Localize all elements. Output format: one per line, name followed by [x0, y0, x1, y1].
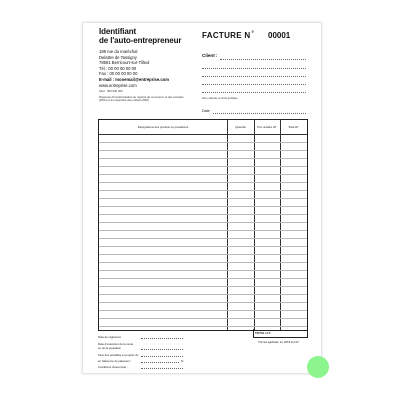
- total-label: TOTAL H.T.: [255, 331, 271, 335]
- table-row: [99, 150, 307, 151]
- invoice-title: FACTURE N°: [202, 31, 255, 40]
- header-designation: Désignations des produits ou prestations: [137, 125, 189, 129]
- table-row: [99, 262, 307, 263]
- siret: Siret : 000 000 000: [99, 89, 123, 93]
- header-quantity: Quantité: [235, 125, 246, 129]
- items-table: [98, 119, 308, 331]
- execution-date-label-2: ou de la prestation: [98, 346, 122, 350]
- table-row: [99, 286, 307, 287]
- address-line-3: 78591 Berricourt-sur-Tilleul: [99, 60, 150, 66]
- penalty-label-2: en l'absence de paiement :: [98, 359, 132, 363]
- table-row: [99, 246, 307, 247]
- client-line-3: [202, 76, 306, 77]
- table-row: [99, 326, 307, 327]
- table-row: [99, 318, 307, 319]
- client-line-4: [202, 84, 306, 85]
- client-line-5: [202, 92, 306, 93]
- table-row: [99, 270, 307, 271]
- table-row: [99, 254, 307, 255]
- client-line-2: [202, 68, 306, 69]
- company-fax: Fax : 00 00 00 00 00: [99, 71, 138, 77]
- percent-sign: %: [181, 359, 184, 363]
- green-dot: [307, 356, 329, 378]
- penalty-label-1: Taux des pénalités à compter du: [98, 353, 139, 357]
- table-row: [99, 198, 307, 199]
- company-web: www.entreprise.com: [99, 82, 137, 88]
- client-line-1: [220, 59, 306, 60]
- client-label: Client :: [202, 53, 218, 58]
- table-row: [99, 166, 307, 167]
- discount-label: Conditions d'escompte :: [98, 365, 128, 369]
- table-row: [99, 174, 307, 175]
- date-line: [213, 113, 306, 114]
- table-row: [99, 278, 307, 279]
- header-total: Total HT: [288, 125, 299, 129]
- table-row: [99, 206, 307, 207]
- company-contact: [99, 49, 169, 88]
- table-row: [99, 214, 307, 215]
- date-label: Date: [202, 109, 210, 113]
- table-row: [99, 222, 307, 223]
- table-row: [99, 190, 307, 191]
- company-email: E-mail : monemail@entreprise.com: [99, 76, 169, 82]
- address-line-2: Delattre de Tassigny: [99, 54, 137, 60]
- table-row: [99, 158, 307, 159]
- company-name: Identifiant de l'auto-entrepreneur: [99, 27, 182, 45]
- invoice-number: 00001: [268, 31, 291, 40]
- table-row: [99, 294, 307, 295]
- tva-note: TVA non applicable, art. 293 B du CGI: [258, 341, 299, 344]
- company-legal: [99, 90, 189, 103]
- exemption-note: Dispensé d'immatriculation au registre du commerce et des sociétés (RSC) et au répertoire des métiers (RM): [99, 94, 184, 102]
- address-line-1: 189 rue du maréchal: [99, 49, 138, 54]
- table-row: [99, 142, 307, 143]
- table-row: [99, 238, 307, 239]
- table-row: [99, 182, 307, 183]
- invoice-sheet: [82, 22, 322, 374]
- execution-date-label-1: Date d'exécution de la vente: [98, 342, 134, 346]
- client-note: Nom, adresse et forme juridique: [202, 97, 238, 100]
- header-unit-price: Prix unitaire HT: [257, 125, 277, 129]
- table-row: [99, 310, 307, 311]
- company-tel: Tél : 00 00 00 00 00: [99, 65, 137, 71]
- payment-date-label: Date de règlement: [98, 335, 122, 339]
- table-row: [99, 230, 307, 231]
- table-row: [99, 302, 307, 303]
